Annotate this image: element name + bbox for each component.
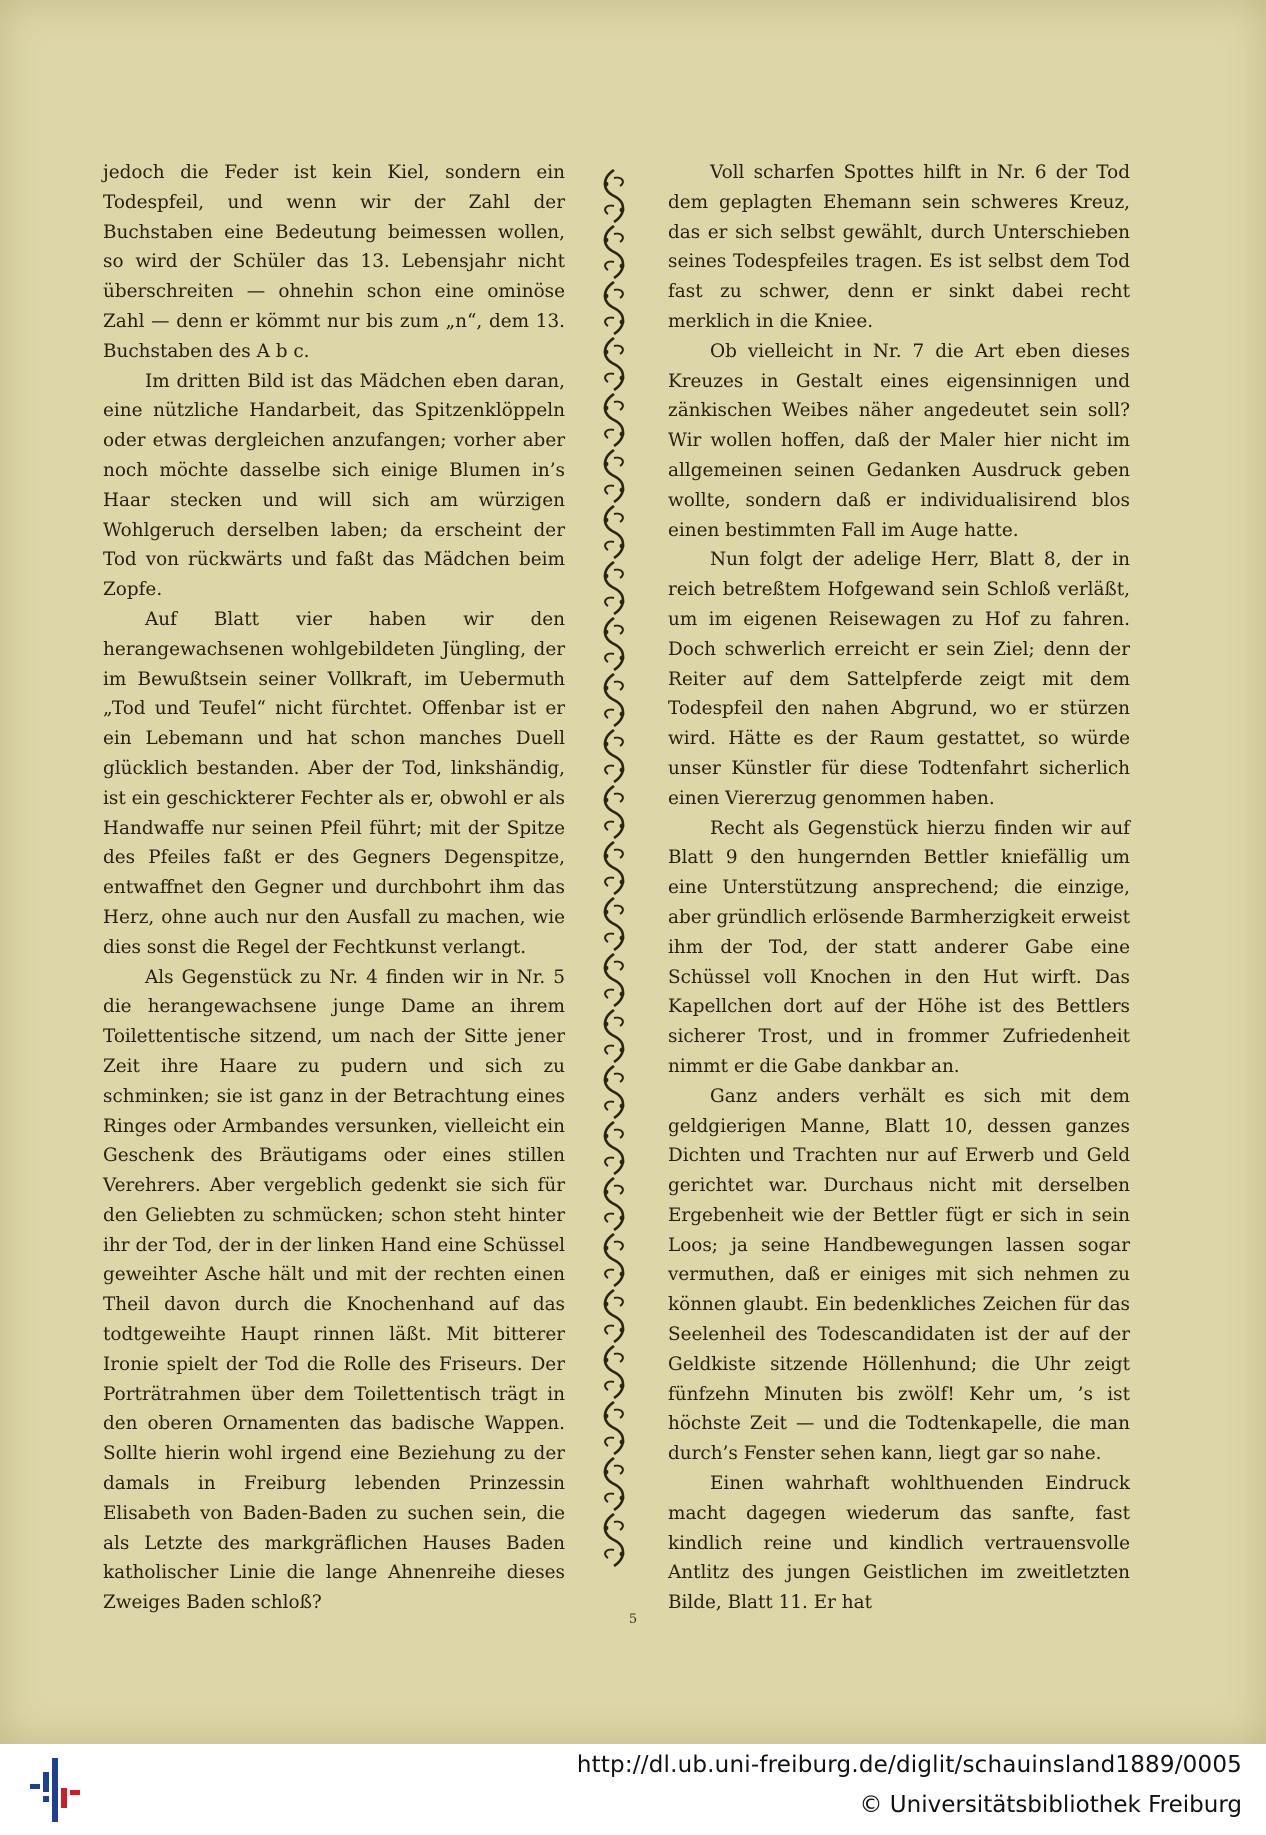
- right-paragraph-5: Ganz anders verhält es sich mit dem geldgierigen Manne, Blatt 10, dessen ganzes Dichten und Trachten nur auf Erwerb und Geld gerichtet war. Durchaus nicht mit derselben Ergebenheit wie der Bettler fügt er sich in sein Loos; ja seine Handbewegungen lassen sogar vermuthen, daß er einiges mit sich nehmen zu können glaubt. Ein bedenkliches Zeichen für das Seelenheil des Todescandidaten ist der auf der Geldkiste sitzende Höllenhund; die Uhr zeigt fünfzehn Minuten bis zwölf! Kehr um, ’s ist höchste Zeit — und die Todtenkapelle, die man durch’s Fenster sehen kann, liegt gar so nahe.: [668, 1085, 1130, 1465]
- left-paragraph-4: Als Gegenstück zu Nr. 4 finden wir in Nr. 5 die herangewachsene junge Dame an ihrem Toilettentische sitzend, um nach der Sitte jener Zeit ihre Haare zu pudern und sich zu schminken; sie ist ganz in der Betrachtung eines Ringes oder Armbandes versunken, vielleicht ein Geschenk des Bräutigams oder eines stillen Verehrers. Aber vergeblich gedenkt sie sich für den Geliebten zu schmücken; schon steht hinter ihr der Tod, der in der linken Hand eine Schüssel geweihter Asche hält und mit der rechten einen Theil davon durch die Knochenhand auf das todtgeweihte Haupt rinnen läßt. Mit bitterer Ironie spielt der Tod die Rolle des Friseurs. Der Porträtrahmen über dem Toilettentisch trägt in den oberen Ornamenten das badische Wappen. Sollte hierin wohl irgend eine Beziehung zu der damals in Freiburg lebenden Prinzessin Elisabeth von Baden-Baden zu suchen sein, die als Letzte des markgräflichen Hauses Baden katholischer Linie die lange Ahnenreihe dieses Zweiges Baden schloß?: [103, 966, 565, 1614]
- copyright-notice: © Universitätsbibliothek Freiburg: [859, 1792, 1242, 1818]
- right-paragraph-3: Nun folgt der adelige Herr, Blatt 8, der in reich betreßtem Hofgewand sein Schloß verläßt, um im eigenen Reisewagen zu Hof zu fahren. Doch schwerlich erreicht er sein Ziel; denn der Reiter auf dem Sattelpferde zeigt mit dem Todespfeil den nahen Abgrund, wo er stürzen wird. Hätte es der Raum gestattet, so würde unser Künstler für diese Todtenfahrt sicherlich einen Viererzug genommen haben.: [668, 549, 1130, 809]
- library-footer: [0, 1744, 1266, 1835]
- left-paragraph-1: jedoch die Feder ist kein Kiel, sondern ein Todespfeil, und wenn wir der Zahl der Buchstaben eine Bedeutung beimessen wollen, so wird der Schüler das 13. Lebensjahr nicht überschreiten — ohnehin schon eine ominöse Zahl — denn er kömmt nur bis zum „n“, dem 13. Buchstaben des A b c.: [103, 162, 565, 362]
- page-number: 5: [628, 1612, 638, 1627]
- vertical-vine-ornament: [596, 168, 632, 1568]
- left-paragraph-3: Auf Blatt vier haben wir den herangewachsenen wohlgebildeten Jüngling, der im Bewußtsein seiner Vollkraft, im Uebermuth „Tod und Teufel“ nicht fürchtet. Offenbar ist er ein Lebemann und hat schon manches Duell glücklich bestanden. Aber der Tod, linkshändig, ist ein geschickterer Fechter als er, obwohl er als Handwaffe nur seinen Pfeil führt; mit der Spitze des Pfeiles faßt er des Gegners Degenspitze, entwaffnet den Gegner und durchbohrt ihm das Herz, ohne auch nur den Ausfall zu machen, wie dies sonst die Regel der Fechtkunst verlangt.: [103, 608, 565, 958]
- ub-freiburg-logo-icon: [30, 1758, 80, 1822]
- right-paragraph-1: Voll scharfen Spottes hilft in Nr. 6 der Tod dem geplagten Ehemann sein schweres Kreuz, das er sich selbst gewählt, durch Unterschieben seines Todespfeiles tragen. Es ist selbst dem Tod fast zu schwer, denn er sinkt dabei recht merklich in die Kniee.: [668, 162, 1130, 332]
- right-paragraph-6: Einen wahrhaft wohlthuenden Eindruck macht dagegen wiederum das sanfte, fast kindlich reine und kindlich vertrauensvolle Antlitz des jungen Geistlichen im zweitletzten Bilde, Blatt 11. Er hat: [668, 1473, 1130, 1614]
- permalink-url[interactable]: http://dl.ub.uni-freiburg.de/diglit/schauinsland1889/0005: [576, 1752, 1242, 1778]
- right-paragraph-4: Recht als Gegenstück hierzu finden wir auf Blatt 9 den hungernden Bettler kniefällig um eine Unterstützung ansprechend; die einzige, aber gründlich erlösende Barmherzigkeit erweist ihm der Tod, der statt anderer Gabe eine Schüssel voll Knochen in den Hut wirft. Das Kapellchen dort auf der Höhe ist des Bettlers sicherer Trost, und in frommer Zufriedenheit nimmt er die Gabe dankbar an.: [668, 817, 1130, 1077]
- right-paragraph-2: Ob vielleicht in Nr. 7 die Art eben dieses Kreuzes in Gestalt eines eigensinnigen und zänkischen Weibes näher angedeutet sein soll? Wir wollen hoffen, daß der Maler hier nicht im allgemeinen seinen Gedanken Ausdruck geben wollte, sondern daß er individualisirend blos einen bestimmten Fall im Auge hatte.: [668, 340, 1130, 541]
- left-paragraph-2: Im dritten Bild ist das Mädchen eben daran, eine nützliche Handarbeit, das Spitzenklöppeln oder etwas dergleichen anzufangen; vorher aber noch möchte dasselbe sich einige Blumen in’s Haar stecken und will sich am würzigen Wohlgeruch derselben laben; da erscheint der Tod von rückwärts und faßt das Mädchen beim Zopfe.: [103, 370, 565, 601]
- right-text-column: [668, 158, 1130, 1618]
- left-text-column: [103, 158, 565, 1618]
